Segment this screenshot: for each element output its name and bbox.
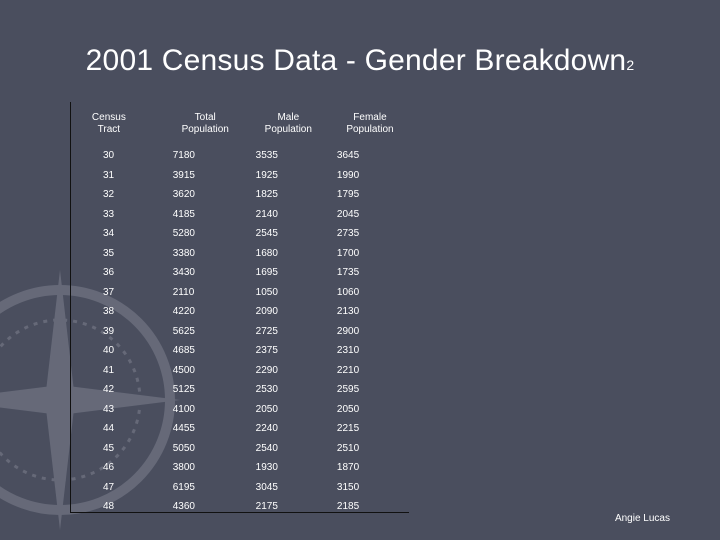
- cell-total-population: 4360: [172, 501, 195, 513]
- cell-male-population: 2050: [255, 403, 278, 415]
- header-total-population: Total Population: [181, 112, 229, 135]
- cell-male-population: 3535: [255, 150, 278, 162]
- slide-title: [0, 44, 720, 78]
- table-row: [71, 361, 409, 381]
- cell-female-population: 3645: [336, 150, 360, 162]
- cell-total-population: 4220: [172, 306, 195, 318]
- table-row: [71, 224, 409, 244]
- cell-male-population: 2725: [255, 325, 278, 337]
- cell-census-tract: 46: [103, 462, 115, 474]
- cell-total-population: 2110: [172, 286, 195, 298]
- cell-male-population: 2290: [255, 364, 278, 376]
- cell-census-tract: 31: [103, 169, 115, 181]
- cell-female-population: 1700: [336, 247, 360, 259]
- table-row: [71, 478, 409, 498]
- cell-census-tract: 35: [103, 247, 115, 259]
- table-row: [71, 205, 409, 225]
- cell-male-population: 1680: [255, 247, 278, 259]
- cell-female-population: 2130: [336, 306, 360, 318]
- cell-total-population: 4500: [172, 364, 195, 376]
- table-row: [71, 458, 409, 478]
- cell-total-population: 3800: [172, 462, 195, 474]
- cell-male-population: 2375: [255, 345, 278, 357]
- table-row: [71, 380, 409, 400]
- table-row: [71, 283, 409, 303]
- header-male-population: Male Population: [264, 112, 312, 135]
- header-census-tract: Census Tract: [91, 112, 126, 135]
- cell-female-population: 2185: [336, 501, 360, 513]
- cell-total-population: 5050: [172, 442, 195, 454]
- table-row: [71, 322, 409, 342]
- table-row: [71, 166, 409, 186]
- cell-male-population: 1930: [255, 462, 278, 474]
- cell-female-population: 2045: [336, 208, 360, 220]
- cell-census-tract: 34: [103, 228, 115, 240]
- cell-female-population: 1870: [336, 462, 360, 474]
- cell-female-population: 3150: [336, 481, 360, 493]
- cell-female-population: 1990: [336, 169, 360, 181]
- cell-female-population: 1735: [336, 267, 360, 279]
- cell-female-population: 2215: [336, 423, 360, 435]
- table-row: [71, 439, 409, 459]
- cell-census-tract: 45: [103, 442, 115, 454]
- cell-census-tract: 40: [103, 345, 115, 357]
- cell-total-population: 3430: [172, 267, 195, 279]
- cell-female-population: 1060: [336, 286, 360, 298]
- cell-total-population: 3620: [172, 189, 195, 201]
- cell-census-tract: 42: [103, 384, 115, 396]
- cell-total-population: 5625: [172, 325, 195, 337]
- cell-female-population: 2900: [336, 325, 360, 337]
- cell-census-tract: 33: [103, 208, 115, 220]
- table-row: [71, 185, 409, 205]
- cell-male-population: 3045: [255, 481, 278, 493]
- cell-female-population: 2210: [336, 364, 360, 376]
- table-row: [71, 244, 409, 264]
- cell-total-population: 4455: [172, 423, 195, 435]
- census-table: [71, 102, 409, 517]
- table-row: [71, 341, 409, 361]
- cell-male-population: 2530: [255, 384, 278, 396]
- census-table-container: [70, 102, 409, 513]
- table-row: [71, 419, 409, 439]
- author-credit: Angie Lucas: [614, 513, 670, 524]
- cell-female-population: 2510: [336, 442, 360, 454]
- cell-male-population: 2090: [255, 306, 278, 318]
- cell-total-population: 4685: [172, 345, 195, 357]
- cell-male-population: 2540: [255, 442, 278, 454]
- cell-census-tract: 39: [103, 325, 115, 337]
- table-body: [71, 146, 409, 517]
- cell-total-population: 3915: [172, 169, 195, 181]
- title-main: 2001 Census Data - Gender Breakdown: [85, 44, 627, 77]
- cell-male-population: 1695: [255, 267, 278, 279]
- cell-female-population: 1795: [336, 189, 360, 201]
- table-row: [71, 263, 409, 283]
- cell-census-tract: 44: [103, 423, 115, 435]
- cell-census-tract: 32: [103, 189, 115, 201]
- cell-female-population: 2735: [336, 228, 360, 240]
- cell-male-population: 2240: [255, 423, 278, 435]
- cell-total-population: 4100: [172, 403, 195, 415]
- cell-census-tract: 41: [103, 364, 115, 376]
- cell-total-population: 5280: [172, 228, 195, 240]
- cell-total-population: 6195: [172, 481, 195, 493]
- cell-census-tract: 48: [103, 501, 115, 513]
- cell-total-population: 7180: [172, 150, 195, 162]
- cell-male-population: 1050: [255, 286, 278, 298]
- cell-total-population: 3380: [172, 247, 195, 259]
- cell-male-population: 1825: [255, 189, 278, 201]
- table-row: [71, 302, 409, 322]
- cell-male-population: 2175: [255, 501, 278, 513]
- cell-male-population: 1925: [255, 169, 278, 181]
- cell-census-tract: 30: [103, 150, 115, 162]
- cell-census-tract: 37: [103, 286, 115, 298]
- cell-female-population: 2050: [336, 403, 360, 415]
- cell-census-tract: 36: [103, 267, 115, 279]
- table-header-row: [71, 102, 409, 146]
- cell-male-population: 2545: [255, 228, 278, 240]
- header-female-population: Female Population: [346, 112, 394, 135]
- cell-total-population: 5125: [172, 384, 195, 396]
- table-row: [71, 146, 409, 166]
- cell-census-tract: 47: [103, 481, 115, 493]
- table-row: [71, 400, 409, 420]
- title-suffix: 2: [626, 57, 635, 73]
- cell-census-tract: 43: [103, 403, 115, 415]
- cell-female-population: 2595: [336, 384, 360, 396]
- table-row: [71, 497, 409, 517]
- cell-female-population: 2310: [336, 345, 360, 357]
- cell-male-population: 2140: [255, 208, 278, 220]
- cell-census-tract: 38: [103, 306, 115, 318]
- cell-total-population: 4185: [172, 208, 195, 220]
